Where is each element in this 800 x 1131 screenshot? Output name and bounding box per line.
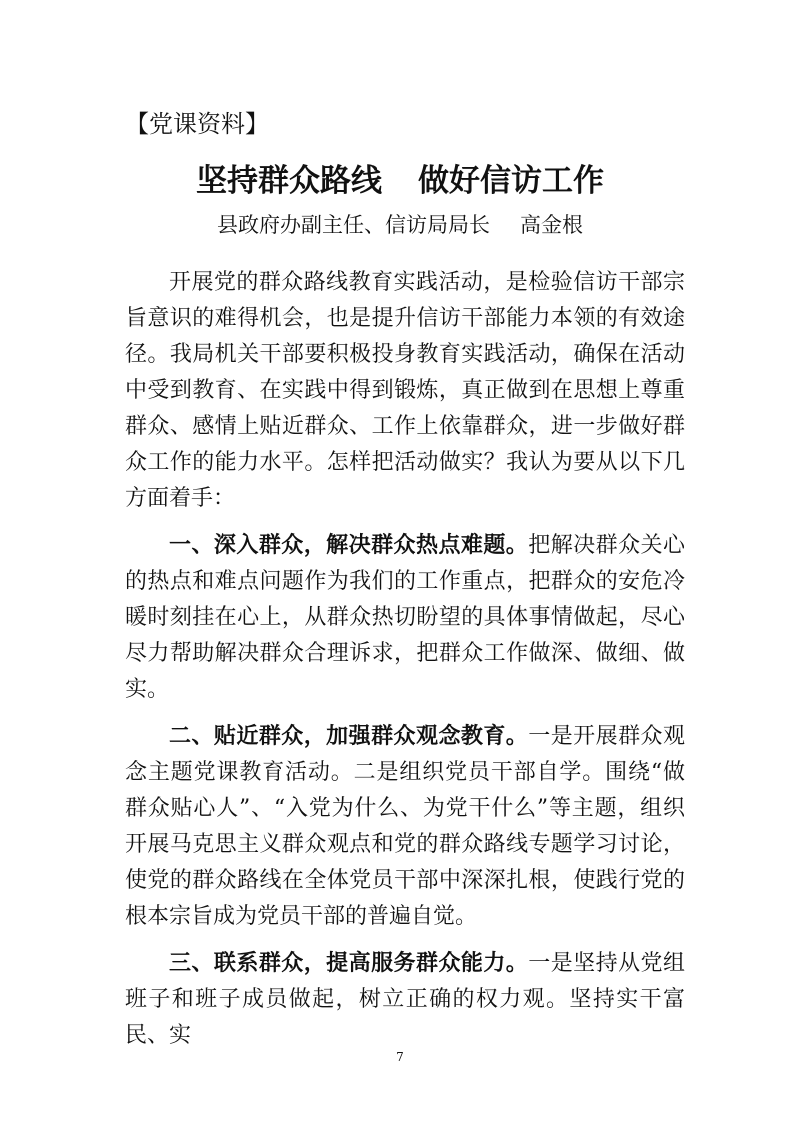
- section-heading-3: 三、联系群众，提高服务群众能力。: [169, 950, 529, 976]
- author-role: 县政府办副主任、信访局局长: [217, 213, 490, 237]
- page-number: 7: [396, 1050, 404, 1064]
- intro-paragraph: 开展党的群众路线教育实践活动，是检验信访干部宗旨意识的难得机会，也是提升信访干部能力本领的有效途径。我局机关干部要积极投身教育实践活动，确保在活动中受到教育、在实践中得到锻炼，真正做到在思想上尊重群众、感情上贴近群众、工作上依靠群众，进一步做好群众工作的能力水平。怎样把活动做实？我认为要从以下几方面着手：: [125, 270, 685, 511]
- document-tag: 【党课资料】: [125, 110, 269, 138]
- section-paragraph-2: [125, 718, 685, 935]
- section-paragraph-3: [125, 945, 685, 1054]
- document-body: [125, 265, 685, 1054]
- section-text-2: 一是开展群众观念主题党课教育活动。二是组织党员干部自学。围绕“做群众贴心人”、“入党为什么、为党干什么”等主题，组织开展马克思主义群众观点和党的群众路线专题学习讨论，使党的群众路线在全体党员干部中深深扎根，使践行党的根本宗旨成为党员干部的普遍自觉。: [125, 724, 685, 929]
- title-part-1: 坚持群众路线: [196, 163, 382, 199]
- section-text-3: 一是坚持从党组班子和班子成员做起，树立正确的权力观。坚持实干富民、实: [125, 951, 685, 1048]
- document-title: [0, 160, 800, 202]
- author-name: 高金根: [520, 213, 583, 237]
- section-paragraph-1: [125, 527, 685, 708]
- section-heading-2: 二、贴近群众，加强群众观念教育。: [169, 723, 529, 749]
- author-line: [0, 209, 800, 241]
- section-heading-1: 一、深入群众，解决群众热点难题。: [169, 532, 529, 558]
- section-text-1: 把解决群众关心的热点和难点问题作为我们的工作重点，把群众的安危冷暖时刻挂在心上，从群众热切盼望的具体事情做起，尽心尽力帮助解决群众合理诉求，把群众工作做深、做细、做实。: [125, 533, 685, 702]
- title-part-2: 做好信访工作: [418, 163, 604, 199]
